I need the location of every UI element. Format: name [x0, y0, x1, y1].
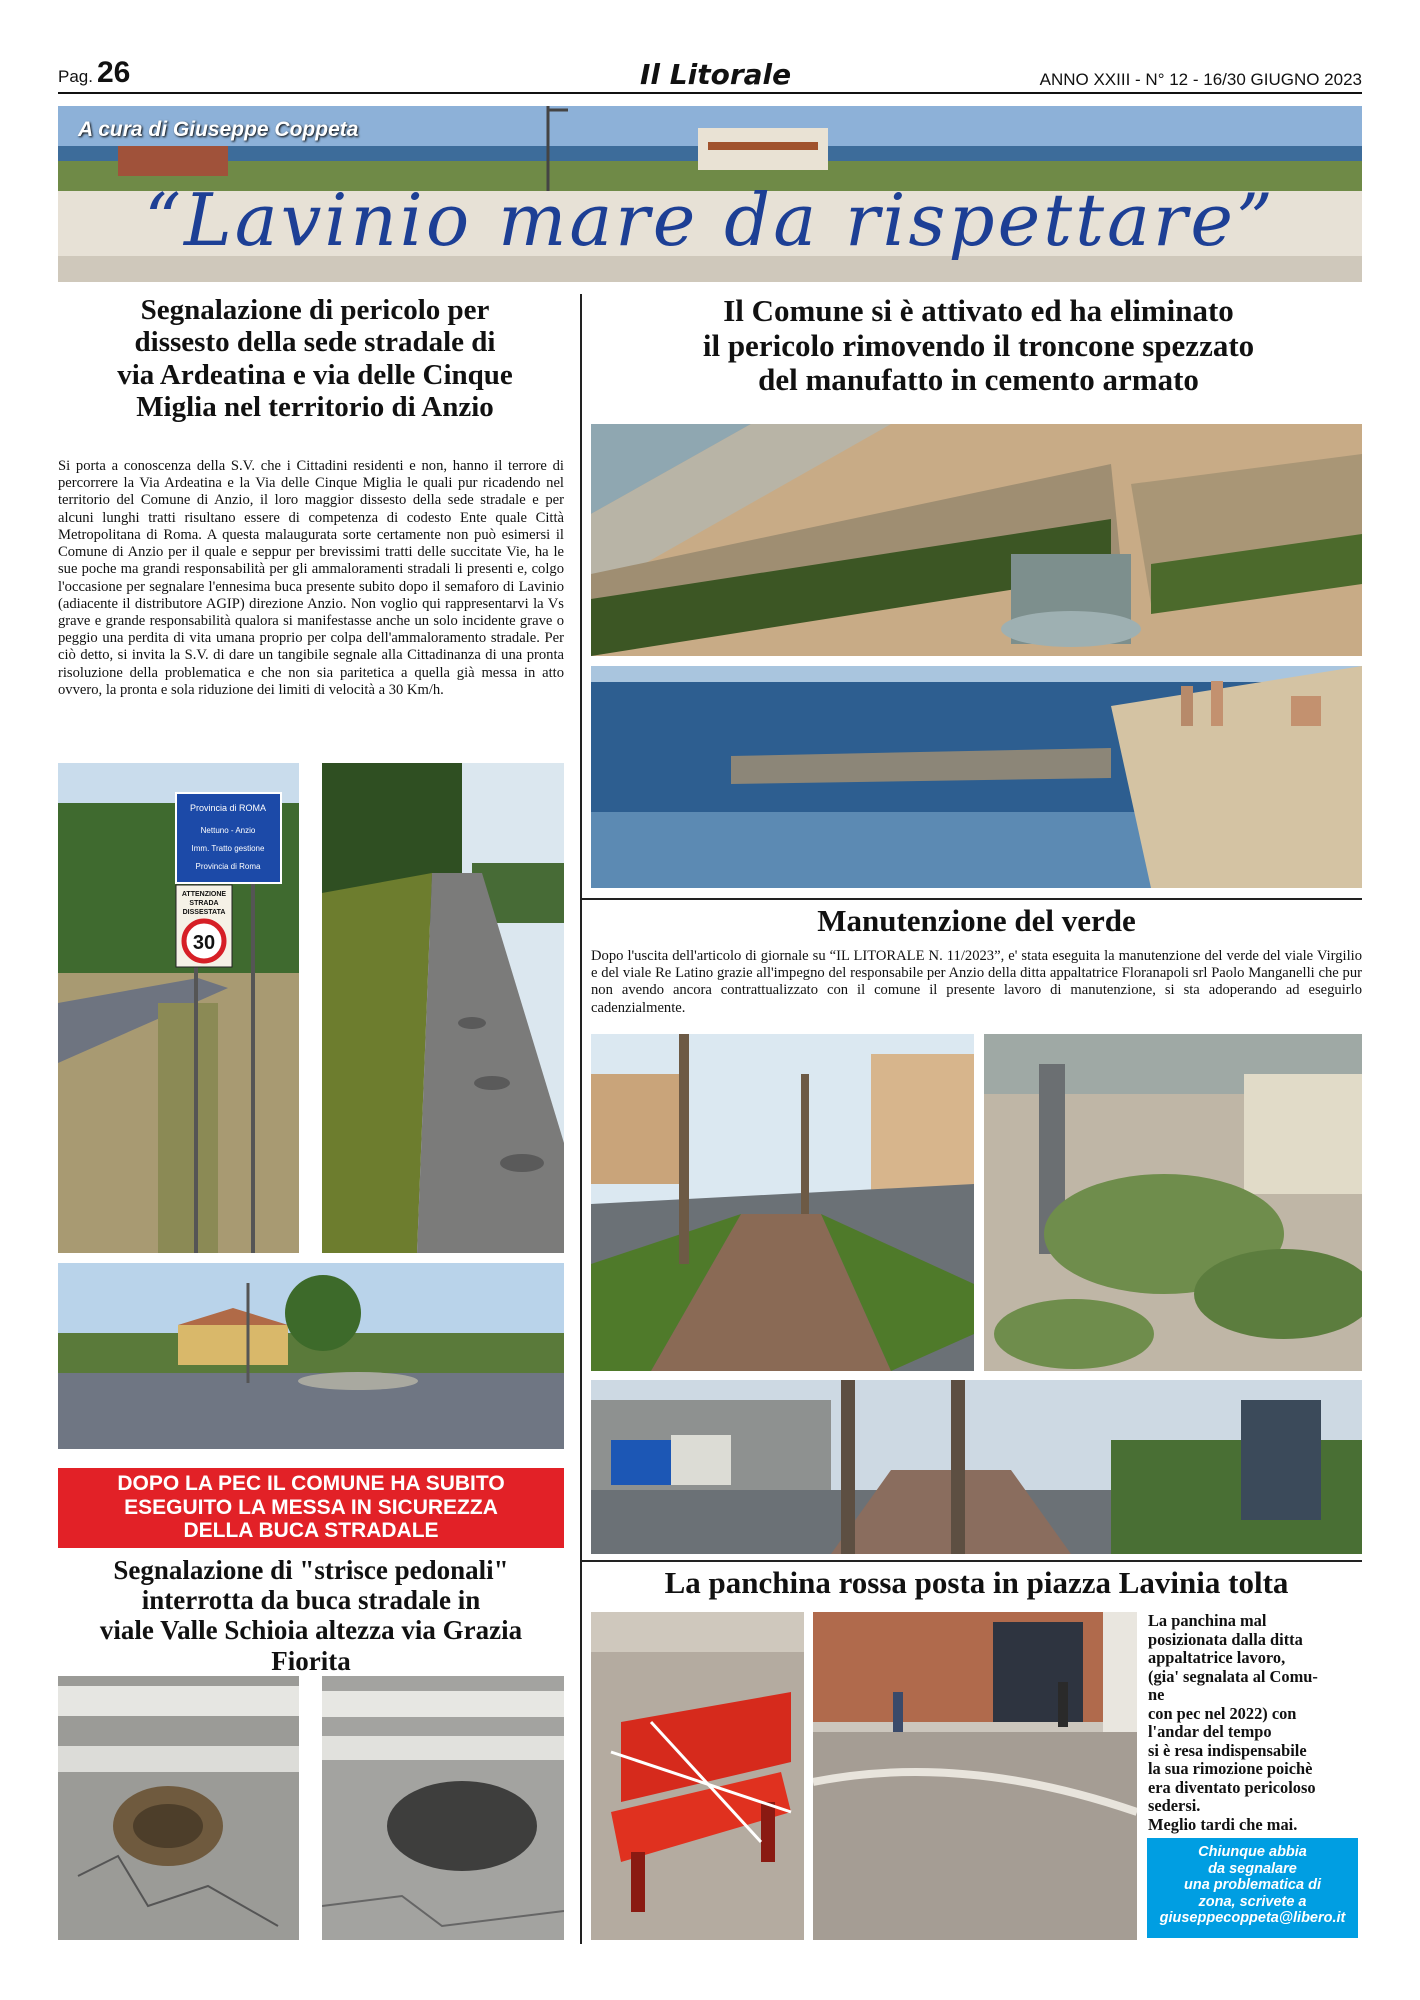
bench-text-line: (gia' segnalata al Comu-: [1148, 1666, 1318, 1686]
right-headline-2: Manutenzione del verde: [817, 903, 1136, 938]
contact-line: zona, scrivete a: [1198, 1893, 1307, 1910]
contact-line: una problematica di: [1184, 1877, 1321, 1894]
header-rule: [58, 92, 1362, 94]
left-headline-line: dissesto della sede stradale di: [134, 326, 496, 359]
left-article-body: Si porta a conoscenza della S.V. che i Cittadini residenti e non, hanno il terrore di percorrere la Via Ardeatina e la Via delle Cinque Miglia le quali pur ricadendo nel territorio del Comune di Anzio, il loro maggior dissesto della sede stradale e per alcuni lunghi tratti risultano essere di competenza di codesto Ente quale Città Metropolitana di Roma. A questa malaugurata sorte certamente non può esimersi il Comune di Anzio per il quale e seppur per brevissimi tratti delle succitate Vie, ha le sue poche ma grandi responsabilità per gli ammaloramenti stradali li presenti e, colgo l'occasione per segnalare l'ennesima buca presente subito dopo il semaforo di Lavinio (adiacente il distributore AGIP) direzione Anzio. Non voglio qui rappresentarvi la Vs grave e grande responsabilità qualora si manifestasse anche un solo incidente grave o peggio una perdita di vita umana proprio per colpa dell'ammaloramento stradale. Per ciò detto, si invita la S.V. di dare un tangibile segnale alla Cittadinanza di una pronta risoluzione della problematica e che non sia paritetica a quella già messa in atto ovvero, la pronta e sola riduzione dei limiti di velocità a 30 Km/h.: [58, 458, 564, 698]
masthead: Il Litorale: [640, 58, 792, 91]
bench-text-line: l'andar del tempo: [1148, 1722, 1272, 1742]
left2-headline-line: interrotta da buca stradale in: [141, 1585, 481, 1616]
page-label-text: Pag.: [58, 67, 93, 86]
page-label: [58, 56, 130, 90]
right2-article-body: Dopo l'uscita dell'articolo di giornale su “IL LITORALE N. 11/2023”, e' stata eseguita la manutenzione del verde del viale Virgilio e del viale Re Latino grazie all'impegno del responsabile per Anzio della ditta appaltatrice Floranapoli srl Paolo Manganelli che pur non avendo ancora contrattualizzato con il comune il presente lavoro di manutenzione, si sta adoperando ad eseguirlo cadenzialmente.: [591, 948, 1362, 1016]
right-headline-3: La panchina rossa posta in piazza Lavinia tolta: [664, 1565, 1289, 1600]
bench-text-line: La panchina mal: [1148, 1611, 1267, 1630]
sign-road1: Nettuno - Anzio: [200, 826, 256, 835]
pothole-photo-1: [58, 1676, 299, 1940]
contact-line: da segnalare: [1208, 1860, 1297, 1877]
issue-info: ANNO XXIII - N° 12 - 16/30 GIUGNO 2023: [1039, 70, 1362, 89]
bench-text-line: era diventato pericoloso: [1148, 1777, 1316, 1797]
contact-box: [1147, 1838, 1358, 1938]
right1-headline-line: il pericolo rimovendo il troncone spezzato: [702, 327, 1255, 363]
section-rule: [580, 898, 1362, 900]
right1-headline-line: del manufatto in cemento armato: [758, 362, 1199, 398]
red-notice-banner: [58, 1468, 564, 1548]
left-headline-2: [58, 1555, 564, 1676]
red-notice-line: DELLA BUCA STRADALE: [183, 1519, 439, 1543]
intersection-photo: [58, 1263, 564, 1449]
bench-text-line: posizionata dalla ditta: [1148, 1629, 1303, 1649]
section-rule: [580, 1560, 1362, 1562]
sign-speed: 30: [192, 932, 216, 954]
broken-concrete-photo: [591, 424, 1362, 656]
bench-text-line: ne: [1148, 1685, 1165, 1705]
pothole-photo-2: [322, 1676, 564, 1940]
sign-road2: Imm. Tratto gestione: [191, 844, 265, 853]
left-headline-line: Segnalazione di pericolo per: [140, 294, 490, 326]
page-number: 26: [96, 56, 131, 89]
bench-text-line: sedersi.: [1148, 1796, 1201, 1816]
contact-email[interactable]: giuseppecoppeta@libero.it: [1159, 1910, 1346, 1927]
sidewalk-photo: [591, 1380, 1362, 1554]
bench-text-line: appaltatrice lavoro,: [1148, 1648, 1286, 1668]
left-headline-line: via Ardeatina e via delle Cinque: [117, 358, 513, 391]
banner-title: “Lavinio mare da rispettare”: [144, 178, 1276, 262]
left-headline-line: Miglia nel territorio di Anzio: [136, 391, 494, 424]
left2-headline-line: viale Valle Schioia altezza via Grazia Fiorita: [99, 1615, 523, 1676]
road-photo-2: [322, 763, 564, 1253]
beach-jetty-photo: [591, 666, 1362, 888]
tree-avenue-photo: [591, 1034, 974, 1371]
bench-side-text: [1148, 1612, 1358, 1834]
sign-road3: Provincia di Roma: [195, 862, 261, 871]
sign-warning2: STRADA: [189, 900, 219, 907]
sign-warning3: DISSESTATA: [182, 909, 226, 916]
bench-text-line: la sua rimozione poichè: [1148, 1759, 1313, 1779]
red-bench-photo: [591, 1612, 804, 1940]
bench-text-line: Meglio tardi che mai.: [1148, 1814, 1298, 1834]
left-headline: [70, 294, 560, 424]
contact-line: Chiunque abbia: [1198, 1844, 1307, 1860]
road-sign-photo: [58, 763, 299, 1253]
sign-warning1: ATTENZIONE: [181, 891, 227, 898]
left2-headline-line: Segnalazione di "strisce pedonali": [113, 1555, 509, 1585]
bench-text-line: con pec nel 2022) con: [1148, 1703, 1297, 1723]
sign-province: Provincia di ROMA: [189, 803, 267, 813]
right1-headline-line: Il Comune si è attivato ed ha eliminato: [723, 293, 1234, 328]
cut-branches-photo: [984, 1034, 1362, 1371]
column-divider: [580, 294, 582, 1944]
red-notice-line: DOPO LA PEC IL COMUNE HA SUBITO: [117, 1472, 505, 1495]
bench-text-line: si è resa indispensabile: [1148, 1740, 1307, 1760]
byline: A cura di Giuseppe Coppeta: [78, 118, 359, 141]
right-headline-1: [595, 294, 1362, 398]
piazza-photo: [813, 1612, 1137, 1940]
red-notice-line: ESEGUITO LA MESSA IN SICUREZZA: [124, 1495, 498, 1519]
